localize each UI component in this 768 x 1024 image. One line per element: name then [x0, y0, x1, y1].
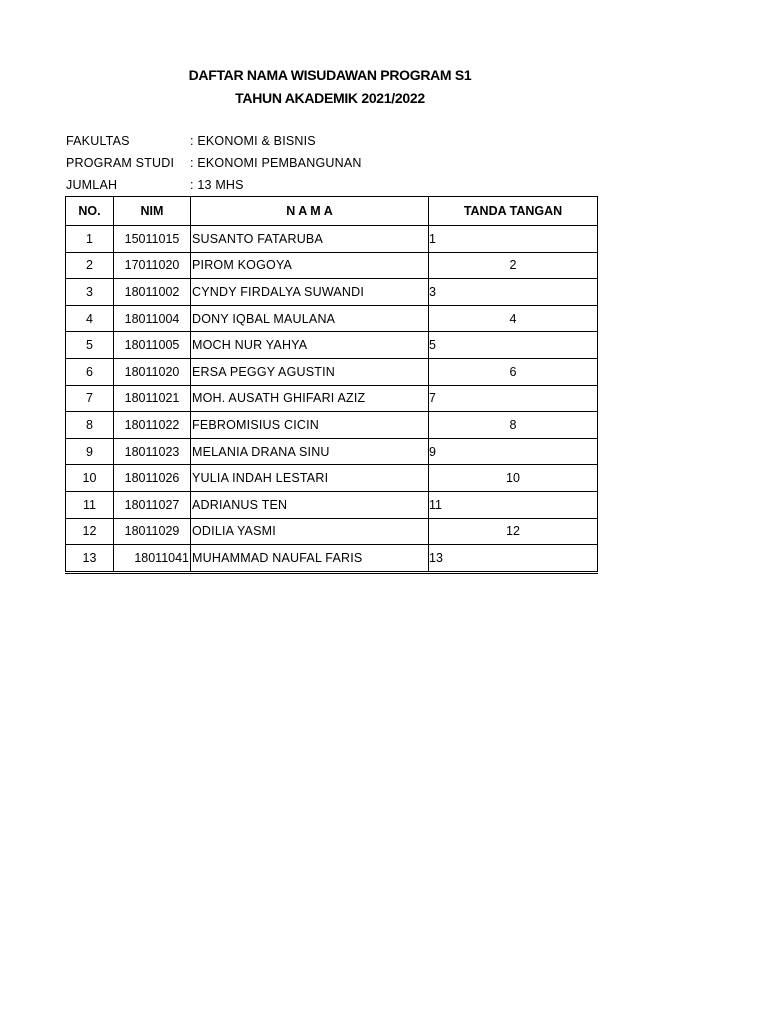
cell-ttd: 6: [429, 358, 598, 385]
table-row: [66, 491, 598, 518]
cell-ttd: 12: [429, 518, 598, 545]
header-tanda-tangan: TANDA TANGAN: [429, 197, 598, 226]
cell-nama: SUSANTO FATARUBA: [191, 226, 429, 253]
cell-ttd: 7: [429, 385, 598, 412]
cell-ttd: 8: [429, 412, 598, 439]
table-row: [66, 465, 598, 492]
cell-no: 2: [66, 252, 114, 279]
fakultas-value: : EKONOMI & BISNIS: [190, 134, 316, 148]
cell-no: 10: [66, 465, 114, 492]
cell-ttd: 4: [429, 305, 598, 332]
fakultas-label: FAKULTAS: [66, 134, 130, 148]
table-header-row: [66, 197, 598, 226]
prodi-value: : EKONOMI PEMBANGUNAN: [190, 156, 362, 170]
table-row: [66, 332, 598, 359]
cell-nim: 17011020: [114, 252, 191, 279]
cell-ttd: 1: [429, 226, 598, 253]
table-row: [66, 438, 598, 465]
cell-no: 8: [66, 412, 114, 439]
jumlah-label: JUMLAH: [66, 178, 118, 192]
cell-no: 11: [66, 491, 114, 518]
cell-nama: FEBROMISIUS CICIN: [191, 412, 429, 439]
cell-nim: 18011041: [114, 545, 191, 573]
cell-nim: 18011004: [114, 305, 191, 332]
jumlah-value: : 13 MHS: [190, 178, 244, 192]
info-fakultas: [66, 134, 316, 148]
cell-nim: 18011005: [114, 332, 191, 359]
cell-nim: 18011029: [114, 518, 191, 545]
cell-nama: YULIA INDAH LESTARI: [191, 465, 429, 492]
table-row: [66, 385, 598, 412]
prodi-label: PROGRAM STUDI: [66, 156, 175, 170]
cell-ttd: 3: [429, 279, 598, 306]
table-row: [66, 358, 598, 385]
cell-no: 1: [66, 226, 114, 253]
cell-nama: MELANIA DRANA SINU: [191, 438, 429, 465]
table-row: [66, 518, 598, 545]
cell-nama: ERSA PEGGY AGUSTIN: [191, 358, 429, 385]
header-no: NO.: [66, 197, 114, 226]
cell-no: 6: [66, 358, 114, 385]
cell-no: 7: [66, 385, 114, 412]
cell-ttd: 13: [429, 545, 598, 573]
cell-nim: 18011022: [114, 412, 191, 439]
cell-no: 12: [66, 518, 114, 545]
cell-ttd: 5: [429, 332, 598, 359]
cell-nama: MUHAMMAD NAUFAL FARIS: [191, 545, 429, 573]
table-row: [66, 252, 598, 279]
info-prodi: [66, 156, 362, 170]
table-row: [66, 279, 598, 306]
cell-ttd: 10: [429, 465, 598, 492]
cell-ttd: 2: [429, 252, 598, 279]
cell-no: 9: [66, 438, 114, 465]
cell-nim: 18011002: [114, 279, 191, 306]
cell-nim: 18011027: [114, 491, 191, 518]
cell-nama: MOH. AUSATH GHIFARI AZIZ: [191, 385, 429, 412]
cell-nama: CYNDY FIRDALYA SUWANDI: [191, 279, 429, 306]
header-nim: NIM: [114, 197, 191, 226]
cell-nama: ODILIA YASMI: [191, 518, 429, 545]
document-title: DAFTAR NAMA WISUDAWAN PROGRAM S1: [188, 67, 472, 83]
info-jumlah: [66, 178, 244, 192]
cell-ttd: 9: [429, 438, 598, 465]
cell-ttd: 11: [429, 491, 598, 518]
cell-nim: 15011015: [114, 226, 191, 253]
cell-no: 3: [66, 279, 114, 306]
document-subtitle: TAHUN AKADEMIK 2021/2022: [235, 90, 425, 106]
cell-nama: ADRIANUS TEN: [191, 491, 429, 518]
table-row: [66, 412, 598, 439]
header-nama: N A M A: [191, 197, 429, 226]
table-row: [66, 545, 598, 573]
cell-nama: DONY IQBAL MAULANA: [191, 305, 429, 332]
cell-nim: 18011020: [114, 358, 191, 385]
cell-no: 13: [66, 545, 114, 573]
cell-nim: 18011023: [114, 438, 191, 465]
cell-nama: PIROM KOGOYA: [191, 252, 429, 279]
graduate-table: [65, 196, 598, 574]
cell-nim: 18011026: [114, 465, 191, 492]
cell-nama: MOCH NUR YAHYA: [191, 332, 429, 359]
table-row: [66, 226, 598, 253]
cell-nim: 18011021: [114, 385, 191, 412]
cell-no: 5: [66, 332, 114, 359]
table-row: [66, 305, 598, 332]
cell-no: 4: [66, 305, 114, 332]
